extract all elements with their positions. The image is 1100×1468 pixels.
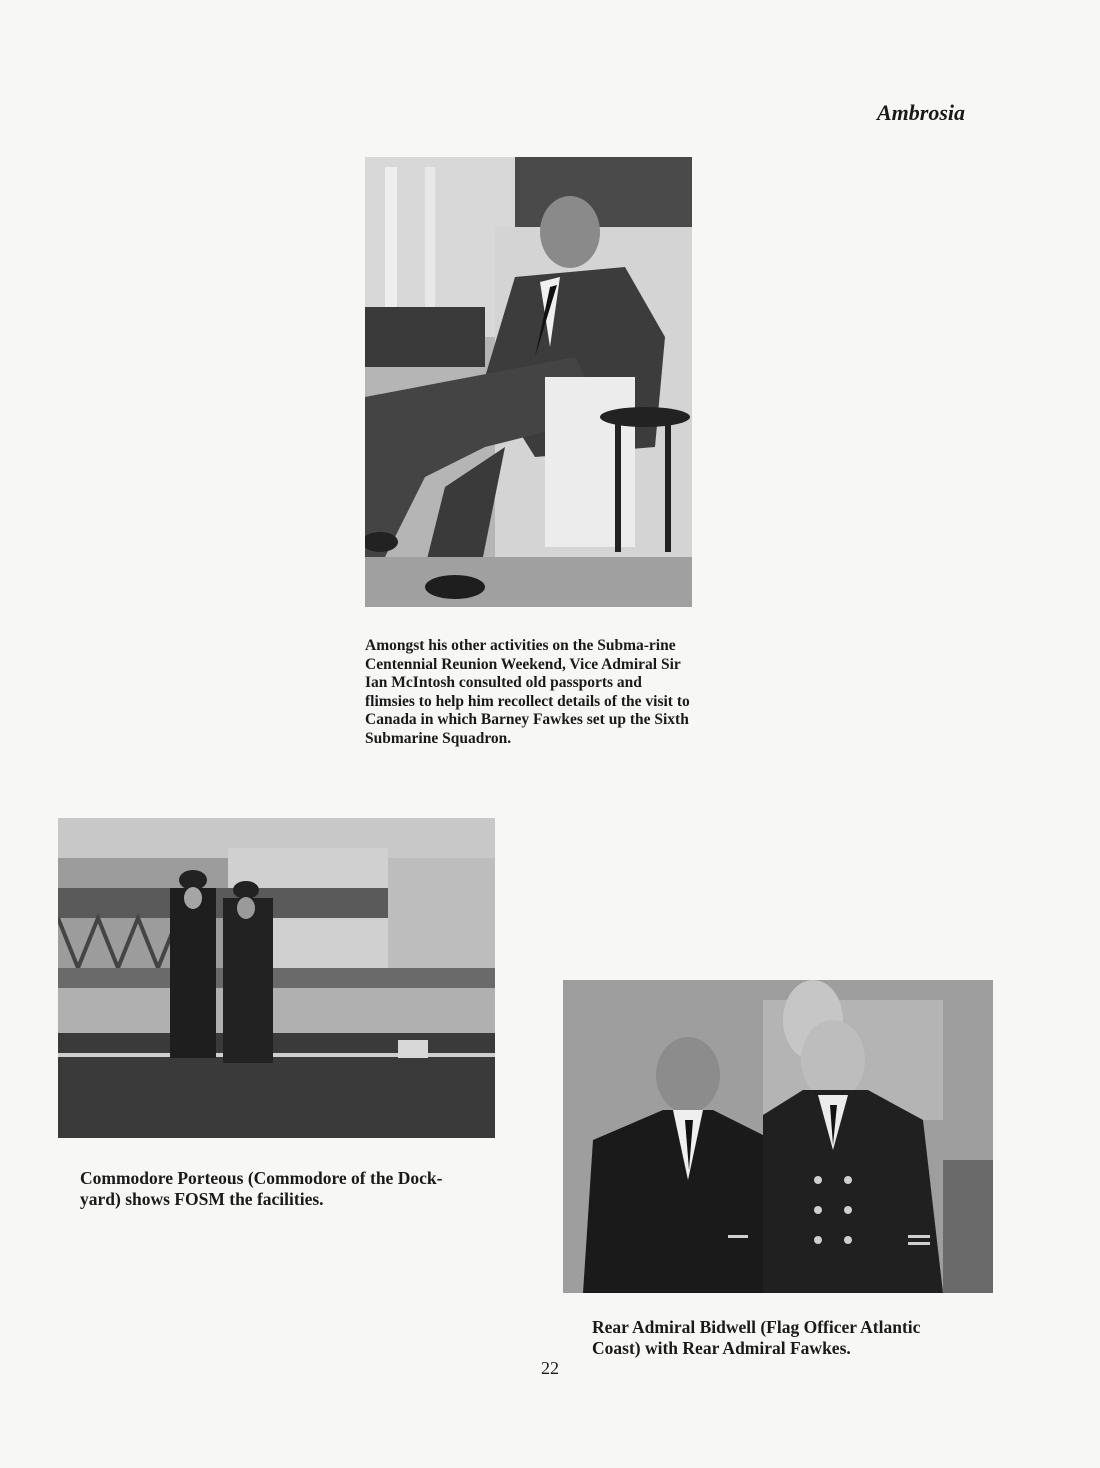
- caption-two-admirals: Rear Admiral Bidwell (Flag Officer Atlantic Coast) with Rear Admiral Fawkes.: [592, 1317, 921, 1358]
- photo-two-admirals: [563, 980, 993, 1293]
- page-number: 22: [541, 1358, 559, 1378]
- running-head: Ambrosia: [876, 100, 965, 125]
- caption-dockyard-officers: Commodore Porteous (Commodore of the Dock-yard) shows FOSM the facilities.: [80, 1168, 443, 1209]
- caption-seated-man: Amongst his other activities on the Subma-rine Centennial Reunion Weekend, Vice Admiral Sir Ian McIntosh consulted old passports and flimsies to help him recollect details of the visit to Canada in which Barney Fawkes set up the Sixth Submarine Squadron.: [365, 637, 690, 747]
- photo-dockyard-officers: [58, 818, 495, 1138]
- photo-seated-man: [365, 157, 692, 607]
